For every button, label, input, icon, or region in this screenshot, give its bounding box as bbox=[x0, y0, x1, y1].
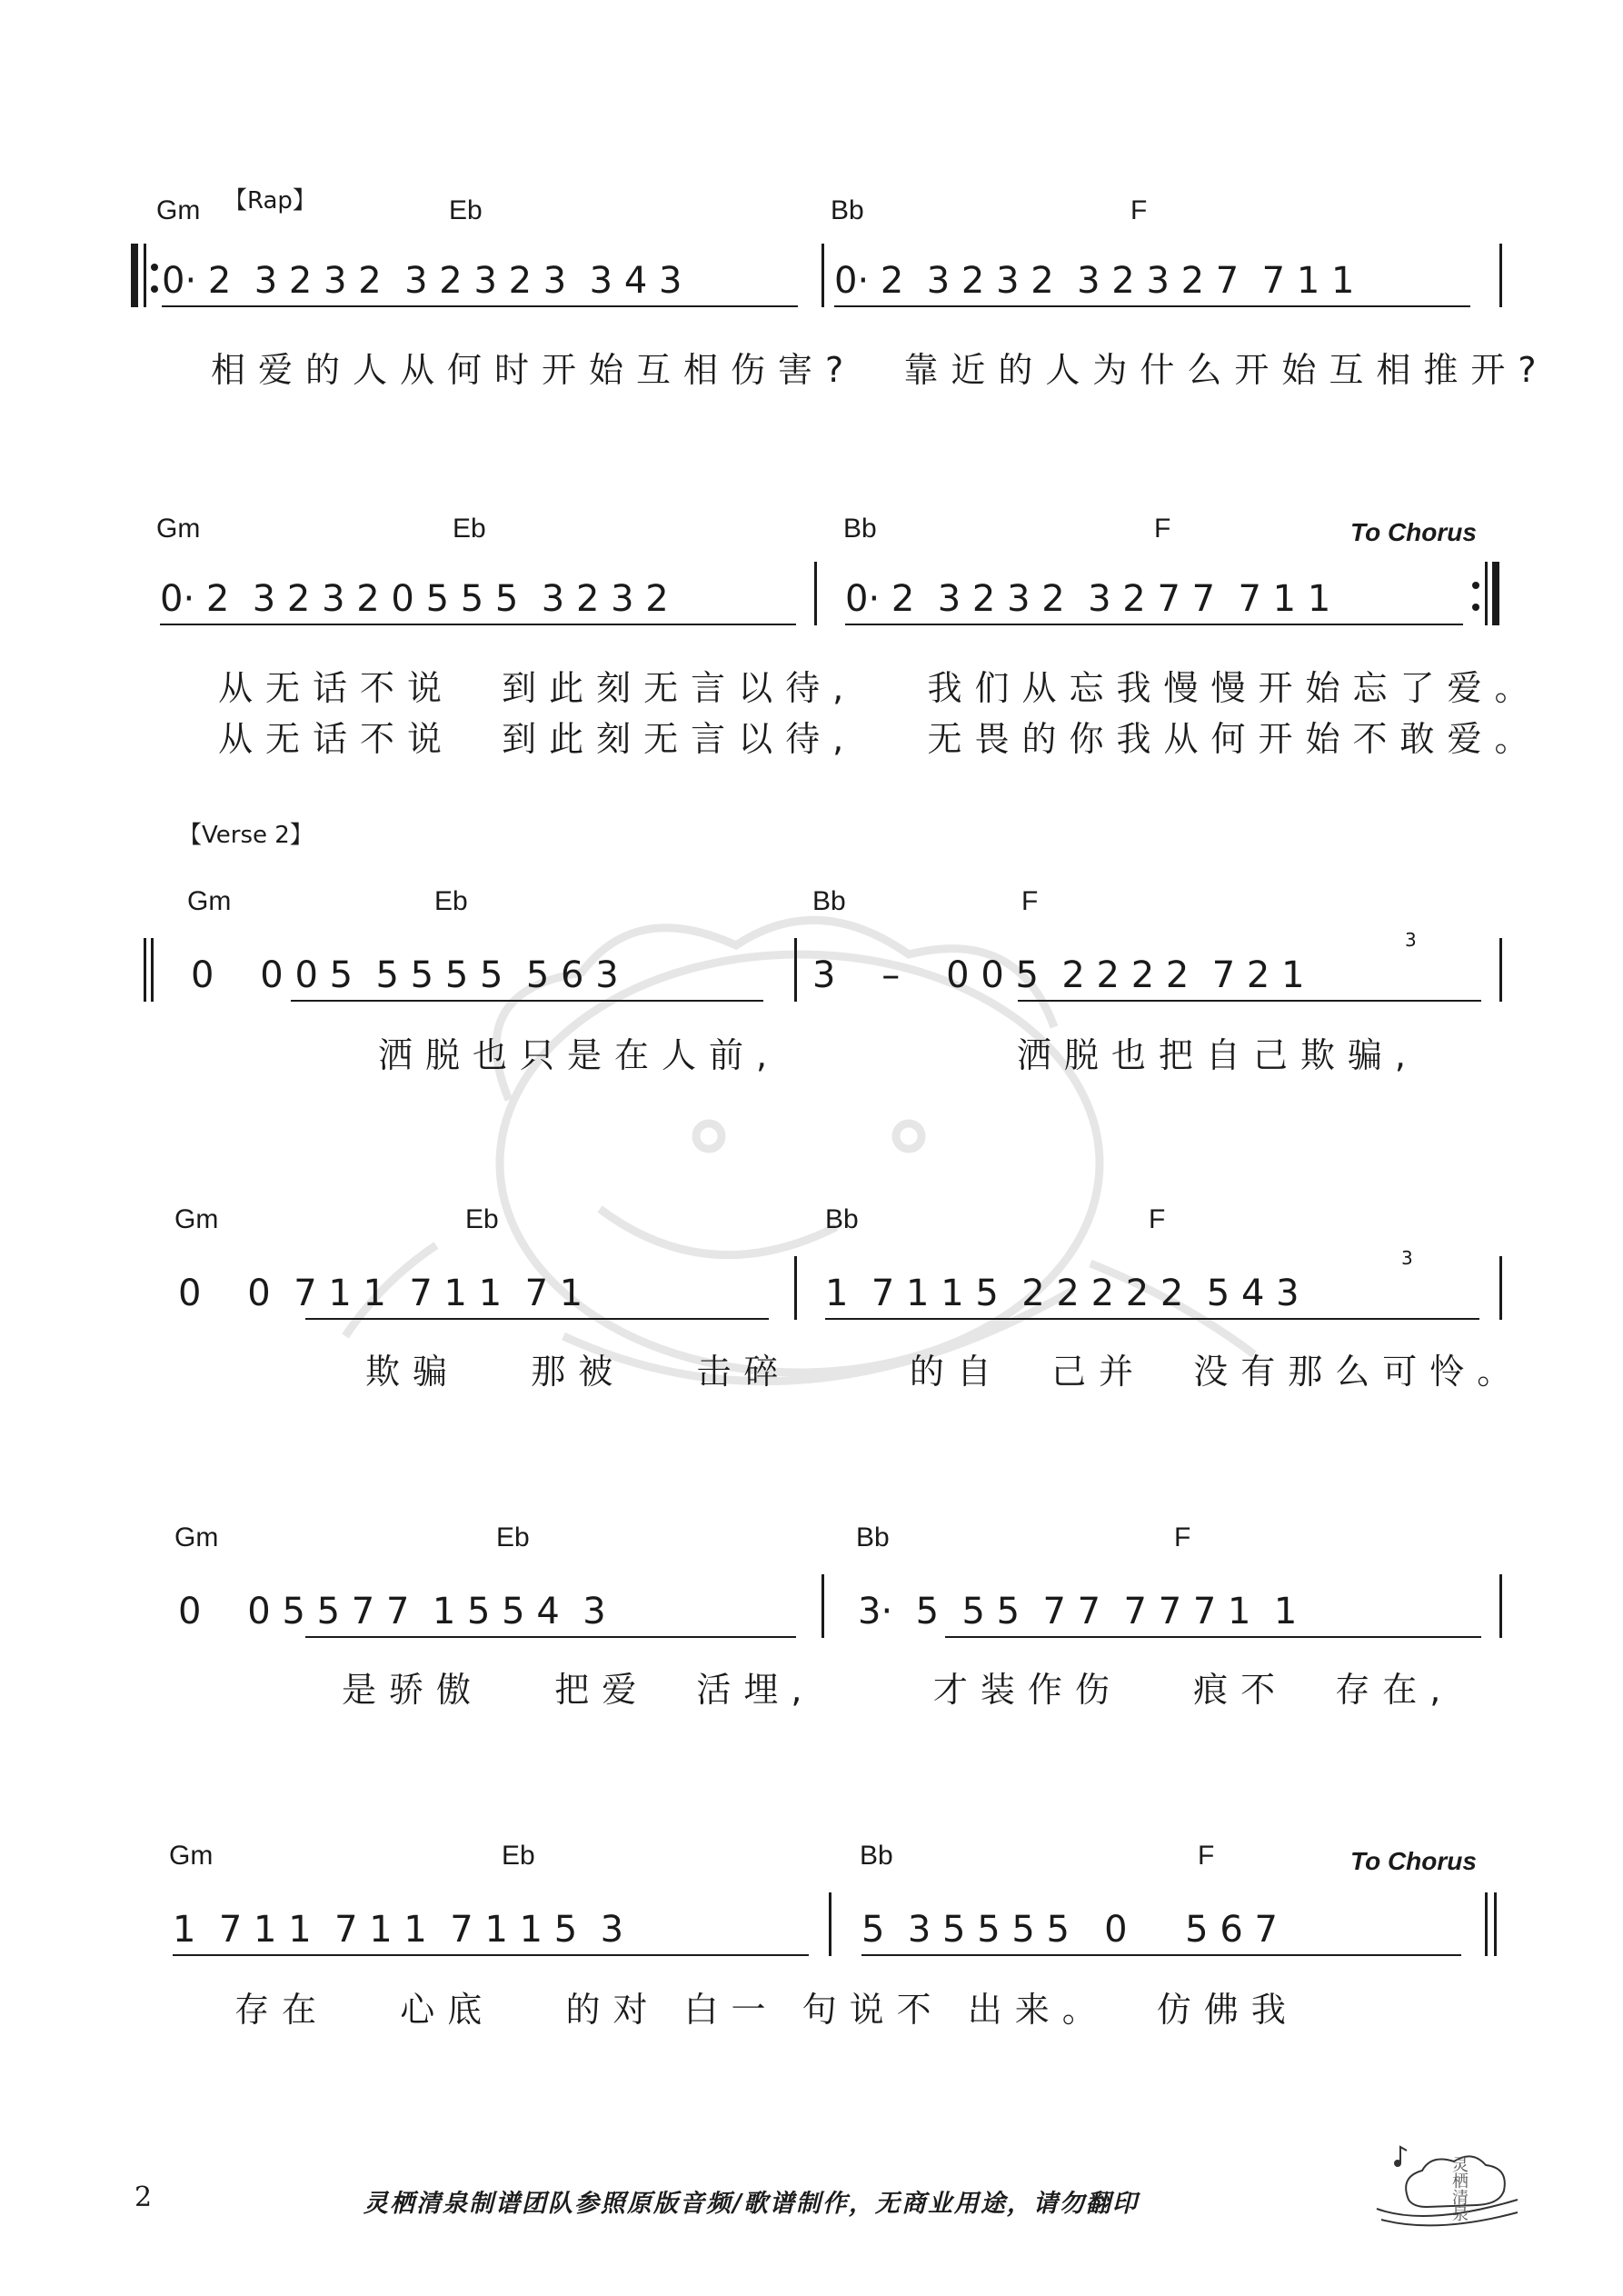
footer-logo bbox=[1372, 2136, 1527, 2236]
chord-label: F bbox=[1021, 886, 1039, 916]
chord-label: Eb bbox=[502, 1841, 535, 1871]
barline bbox=[814, 562, 817, 625]
beam-line bbox=[173, 1954, 809, 1956]
repeat-end-barline bbox=[1492, 562, 1499, 625]
lyric-line: 存在 心底 的对 白一 句说不 出来。 仿佛我 bbox=[234, 1990, 1299, 2030]
page-number: 2 bbox=[134, 2181, 153, 2213]
repeat-start-barline bbox=[131, 244, 138, 307]
chord-label: Gm bbox=[174, 1522, 219, 1552]
barline bbox=[144, 938, 146, 1002]
beam-line bbox=[305, 1318, 769, 1320]
lyric-line: 洒脱也只是在人前, 洒脱也把自己欺骗, bbox=[378, 1035, 1419, 1075]
to-chorus-label: To Chorus bbox=[1350, 1847, 1477, 1875]
chord-label: Eb bbox=[453, 514, 486, 544]
notation-measure: 1 7 1 1 5 2 2 2 2 2 5 4 3 bbox=[825, 1273, 1299, 1314]
chord-label: F bbox=[1154, 514, 1171, 544]
beam-line bbox=[1018, 1000, 1481, 1002]
lyric-line: 从无话不说 到此刻无言以待, 我们从忘我慢慢开始忘了爱。 bbox=[218, 668, 1542, 708]
notation-measure: 0 0 5 5 7 7 1 5 5 4 3 bbox=[178, 1591, 606, 1632]
barline bbox=[821, 1574, 824, 1638]
notation-measure: 1 7 1 1 7 1 1 7 1 1 5 3 bbox=[173, 1909, 624, 1951]
beam-line bbox=[160, 624, 796, 625]
footer-notice: 灵栖清泉制谱团队参照原版音频/歌谱制作，无商业用途，请勿翻印 bbox=[363, 2190, 1139, 2218]
barline bbox=[794, 1256, 797, 1320]
chord-label: Gm bbox=[169, 1841, 214, 1871]
notation-measure: 0· 2 3 2 3 2 3 2 3 2 3 3 4 3 bbox=[162, 260, 682, 302]
chord-label: Gm bbox=[156, 195, 201, 225]
lyric-line: 从无话不说 到此刻无言以待, 无畏的你我从何开始不敢爱。 bbox=[218, 719, 1542, 759]
barline bbox=[144, 244, 146, 307]
notation-measure: 5 3 5 5 5 5 0 5 6 7 bbox=[861, 1909, 1278, 1951]
repeat-dot bbox=[1472, 604, 1479, 611]
chord-label: Eb bbox=[496, 1522, 530, 1552]
barline bbox=[829, 1892, 831, 1956]
chord-label: F bbox=[1149, 1204, 1166, 1234]
barline bbox=[1499, 244, 1502, 307]
watermark-logo bbox=[327, 863, 1281, 1427]
chord-label: Gm bbox=[187, 886, 232, 916]
beam-line bbox=[825, 1318, 1479, 1320]
barline bbox=[1499, 1574, 1502, 1638]
barline bbox=[1499, 1256, 1502, 1320]
barline bbox=[1485, 1892, 1488, 1956]
notation-measure: 0· 2 3 2 3 2 3 2 7 7 7 1 1 bbox=[845, 578, 1331, 620]
lyric-line: 欺骗 那被 击碎 的自 己并 没有那么可怜。 bbox=[365, 1352, 1525, 1392]
chord-label: Bb bbox=[825, 1204, 859, 1234]
chord-label: F bbox=[1198, 1841, 1215, 1871]
chord-label: Bb bbox=[860, 1841, 893, 1871]
notation-measure: 3· 5 5 5 7 7 7 7 7 1 1 bbox=[858, 1591, 1298, 1632]
chord-label: Bb bbox=[856, 1522, 890, 1552]
chord-label: Eb bbox=[449, 195, 483, 225]
chord-label: F bbox=[1130, 195, 1148, 225]
triplet-mark: 3 bbox=[1405, 929, 1417, 951]
beam-line bbox=[945, 1636, 1481, 1638]
chord-label: F bbox=[1174, 1522, 1191, 1552]
notation-measure: 0· 2 3 2 3 2 3 2 3 2 7 7 1 1 bbox=[834, 260, 1355, 302]
notation-measure: 0 0 0 5 5 5 5 5 5 6 3 bbox=[191, 954, 619, 996]
to-chorus-label: To Chorus bbox=[1350, 518, 1477, 546]
repeat-dot bbox=[1472, 582, 1479, 589]
section-label-rap: 【Rap】 bbox=[224, 187, 316, 215]
beam-line bbox=[162, 305, 798, 307]
lyric-line: 相爱的人从何时开始互相伤害? 靠近的人为什么开始互相推开? bbox=[211, 350, 1549, 390]
notation-measure: 3 – 0 0 5 2 2 2 2 7 2 1 bbox=[812, 954, 1305, 996]
chord-label: Eb bbox=[465, 1204, 499, 1234]
chord-label: Bb bbox=[843, 514, 877, 544]
chord-label: Gm bbox=[156, 514, 201, 544]
chord-label: Bb bbox=[831, 195, 864, 225]
barline bbox=[794, 938, 797, 1002]
lyric-line: 是骄傲 把爱 活埋, 才装作伤 痕不 存在, bbox=[342, 1670, 1454, 1710]
chord-label: Eb bbox=[434, 886, 468, 916]
barline bbox=[1499, 938, 1502, 1002]
repeat-dot bbox=[151, 264, 158, 271]
barline bbox=[1485, 562, 1488, 625]
chord-label: Bb bbox=[812, 886, 846, 916]
beam-line bbox=[845, 624, 1463, 625]
triplet-mark: 3 bbox=[1401, 1247, 1413, 1269]
beam-line bbox=[861, 1954, 1461, 1956]
notation-measure: 0 0 7 1 1 7 1 1 7 1 bbox=[178, 1273, 583, 1314]
repeat-dot bbox=[151, 285, 158, 293]
barline bbox=[1494, 1892, 1497, 1956]
section-label-verse-2: 【Verse 2】 bbox=[178, 822, 314, 849]
barline bbox=[151, 938, 154, 1002]
beam-line bbox=[305, 1636, 796, 1638]
logo-text: 灵栖清泉 bbox=[1449, 2156, 1469, 2221]
barline bbox=[821, 244, 824, 307]
chord-label: Gm bbox=[174, 1204, 219, 1234]
notation-measure: 0· 2 3 2 3 2 0 5 5 5 3 2 3 2 bbox=[160, 578, 669, 620]
beam-line bbox=[834, 305, 1470, 307]
beam-line bbox=[291, 1000, 763, 1002]
